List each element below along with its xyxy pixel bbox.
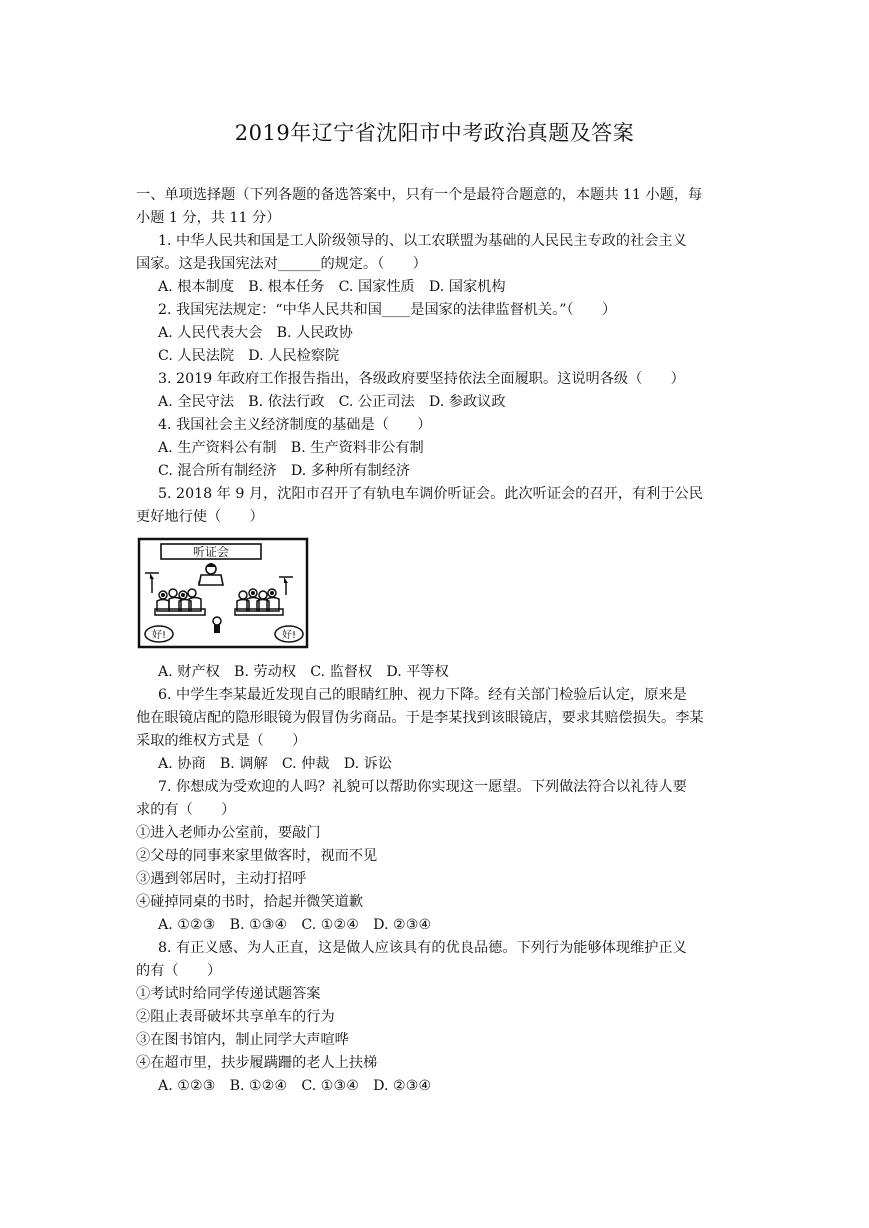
question-5-options: A. 财产权 B. 劳动权 C. 监督权 D. 平等权 bbox=[158, 664, 449, 680]
question-7: 7. 你想成为受欢迎的人吗？礼貌可以帮助你实现这一愿望。下列做法符合以礼待人要 bbox=[158, 779, 687, 795]
question-4-options-cont: C. 混合所有制经济 D. 多种所有制经济 bbox=[158, 463, 411, 479]
question-3-options: A. 全民守法 B. 依法行政 C. 公正司法 D. 参政议政 bbox=[158, 394, 506, 410]
question-8-options: A. ①②③ B. ①②④ C. ①③④ D. ②③④ bbox=[158, 1078, 432, 1094]
question-2-options: A. 人民代表大会 B. 人民政协 bbox=[158, 325, 353, 341]
question-1-options: A. 根本制度 B. 根本任务 C. 国家性质 D. 国家机构 bbox=[158, 279, 506, 295]
right-bubble-text: 好! bbox=[281, 630, 297, 641]
question-7-statement: ①进入老师办公室前，要敲门 bbox=[136, 825, 321, 841]
question-7-statement: ②父母的同事来家里做客时，视而不见 bbox=[136, 848, 378, 864]
question-6: 6. 中学生李某最近发现自己的眼睛红肿、视力下降。经有关部门检验后认定，原来是 bbox=[158, 687, 687, 703]
question-2: 2. 我国宪法规定：“中华人民共和国____是国家的法律监督机关。”（ ） bbox=[158, 302, 617, 318]
question-1: 1. 中华人民共和国是工人阶级领导的、以工农联盟为基础的人民民主专政的社会主义 bbox=[158, 233, 687, 249]
question-6-cont-2: 采取的维权方式是（ ） bbox=[136, 733, 307, 749]
question-8-cont: 的有（ ） bbox=[136, 963, 222, 979]
question-7-cont: 求的有（ ） bbox=[136, 802, 236, 818]
question-1-cont: 国家。这是我国宪法对______的规定。（ ） bbox=[136, 256, 427, 272]
question-8: 8. 有正义感、为人正直，这是做人应该具有的优良品德。下列行为能够体现维护正义 bbox=[158, 940, 687, 956]
question-5-cont: 更好地行使（ ） bbox=[136, 509, 264, 525]
question-6-cont: 他在眼镜店配的隐形眼镜为假冒伪劣商品。于是李某找到该眼镜店，要求其赔偿损失。李某 bbox=[136, 710, 704, 726]
hearing-illustration bbox=[137, 537, 309, 649]
question-7-options: A. ①②③ B. ①③④ C. ①②④ D. ②③④ bbox=[158, 917, 432, 933]
question-3: 3. 2019 年政府工作报告指出，各级政府要坚持依法全面履职。这说明各级（ ） bbox=[158, 371, 685, 387]
question-7-statement: ③遇到邻居时，主动打招呼 bbox=[136, 871, 307, 887]
question-2-options-cont: C. 人民法院 D. 人民检察院 bbox=[158, 348, 340, 364]
question-7-statement: ④碰掉同桌的书时，拾起并微笑道歉 bbox=[136, 894, 364, 910]
page-title: 2019年辽宁省沈阳市中考政治真题及答案 bbox=[234, 121, 635, 145]
question-8-statement: ④在超市里，扶步履蹒跚的老人上扶梯 bbox=[136, 1055, 378, 1071]
question-8-statement: ③在图书馆内，制止同学大声喧哗 bbox=[136, 1032, 349, 1048]
question-8-statement: ②阻止表哥破坏共享单车的行为 bbox=[136, 1009, 335, 1025]
left-bubble-text: 好! bbox=[151, 630, 167, 641]
question-8-statement: ①考试时给同学传递试题答案 bbox=[136, 986, 321, 1002]
question-4: 4. 我国社会主义经济制度的基础是（ ） bbox=[158, 417, 432, 433]
banner-text: 听证会 bbox=[192, 545, 230, 559]
section-heading: 一、单项选择题（下列各题的备选答案中，只有一个是最符合题意的，本题共 11 小题，每 bbox=[136, 187, 703, 203]
section-heading-cont: 小题 1 分，共 11 分） bbox=[136, 210, 281, 226]
question-4-options: A. 生产资料公有制 B. 生产资料非公有制 bbox=[158, 440, 424, 456]
question-5: 5. 2018 年 9 月，沈阳市召开了有轨电车调价听证会。此次听证会的召开，有利于公民 bbox=[158, 486, 703, 502]
hearing-drawing bbox=[137, 537, 309, 649]
question-6-options: A. 协商 B. 调解 C. 仲裁 D. 诉讼 bbox=[158, 756, 393, 772]
